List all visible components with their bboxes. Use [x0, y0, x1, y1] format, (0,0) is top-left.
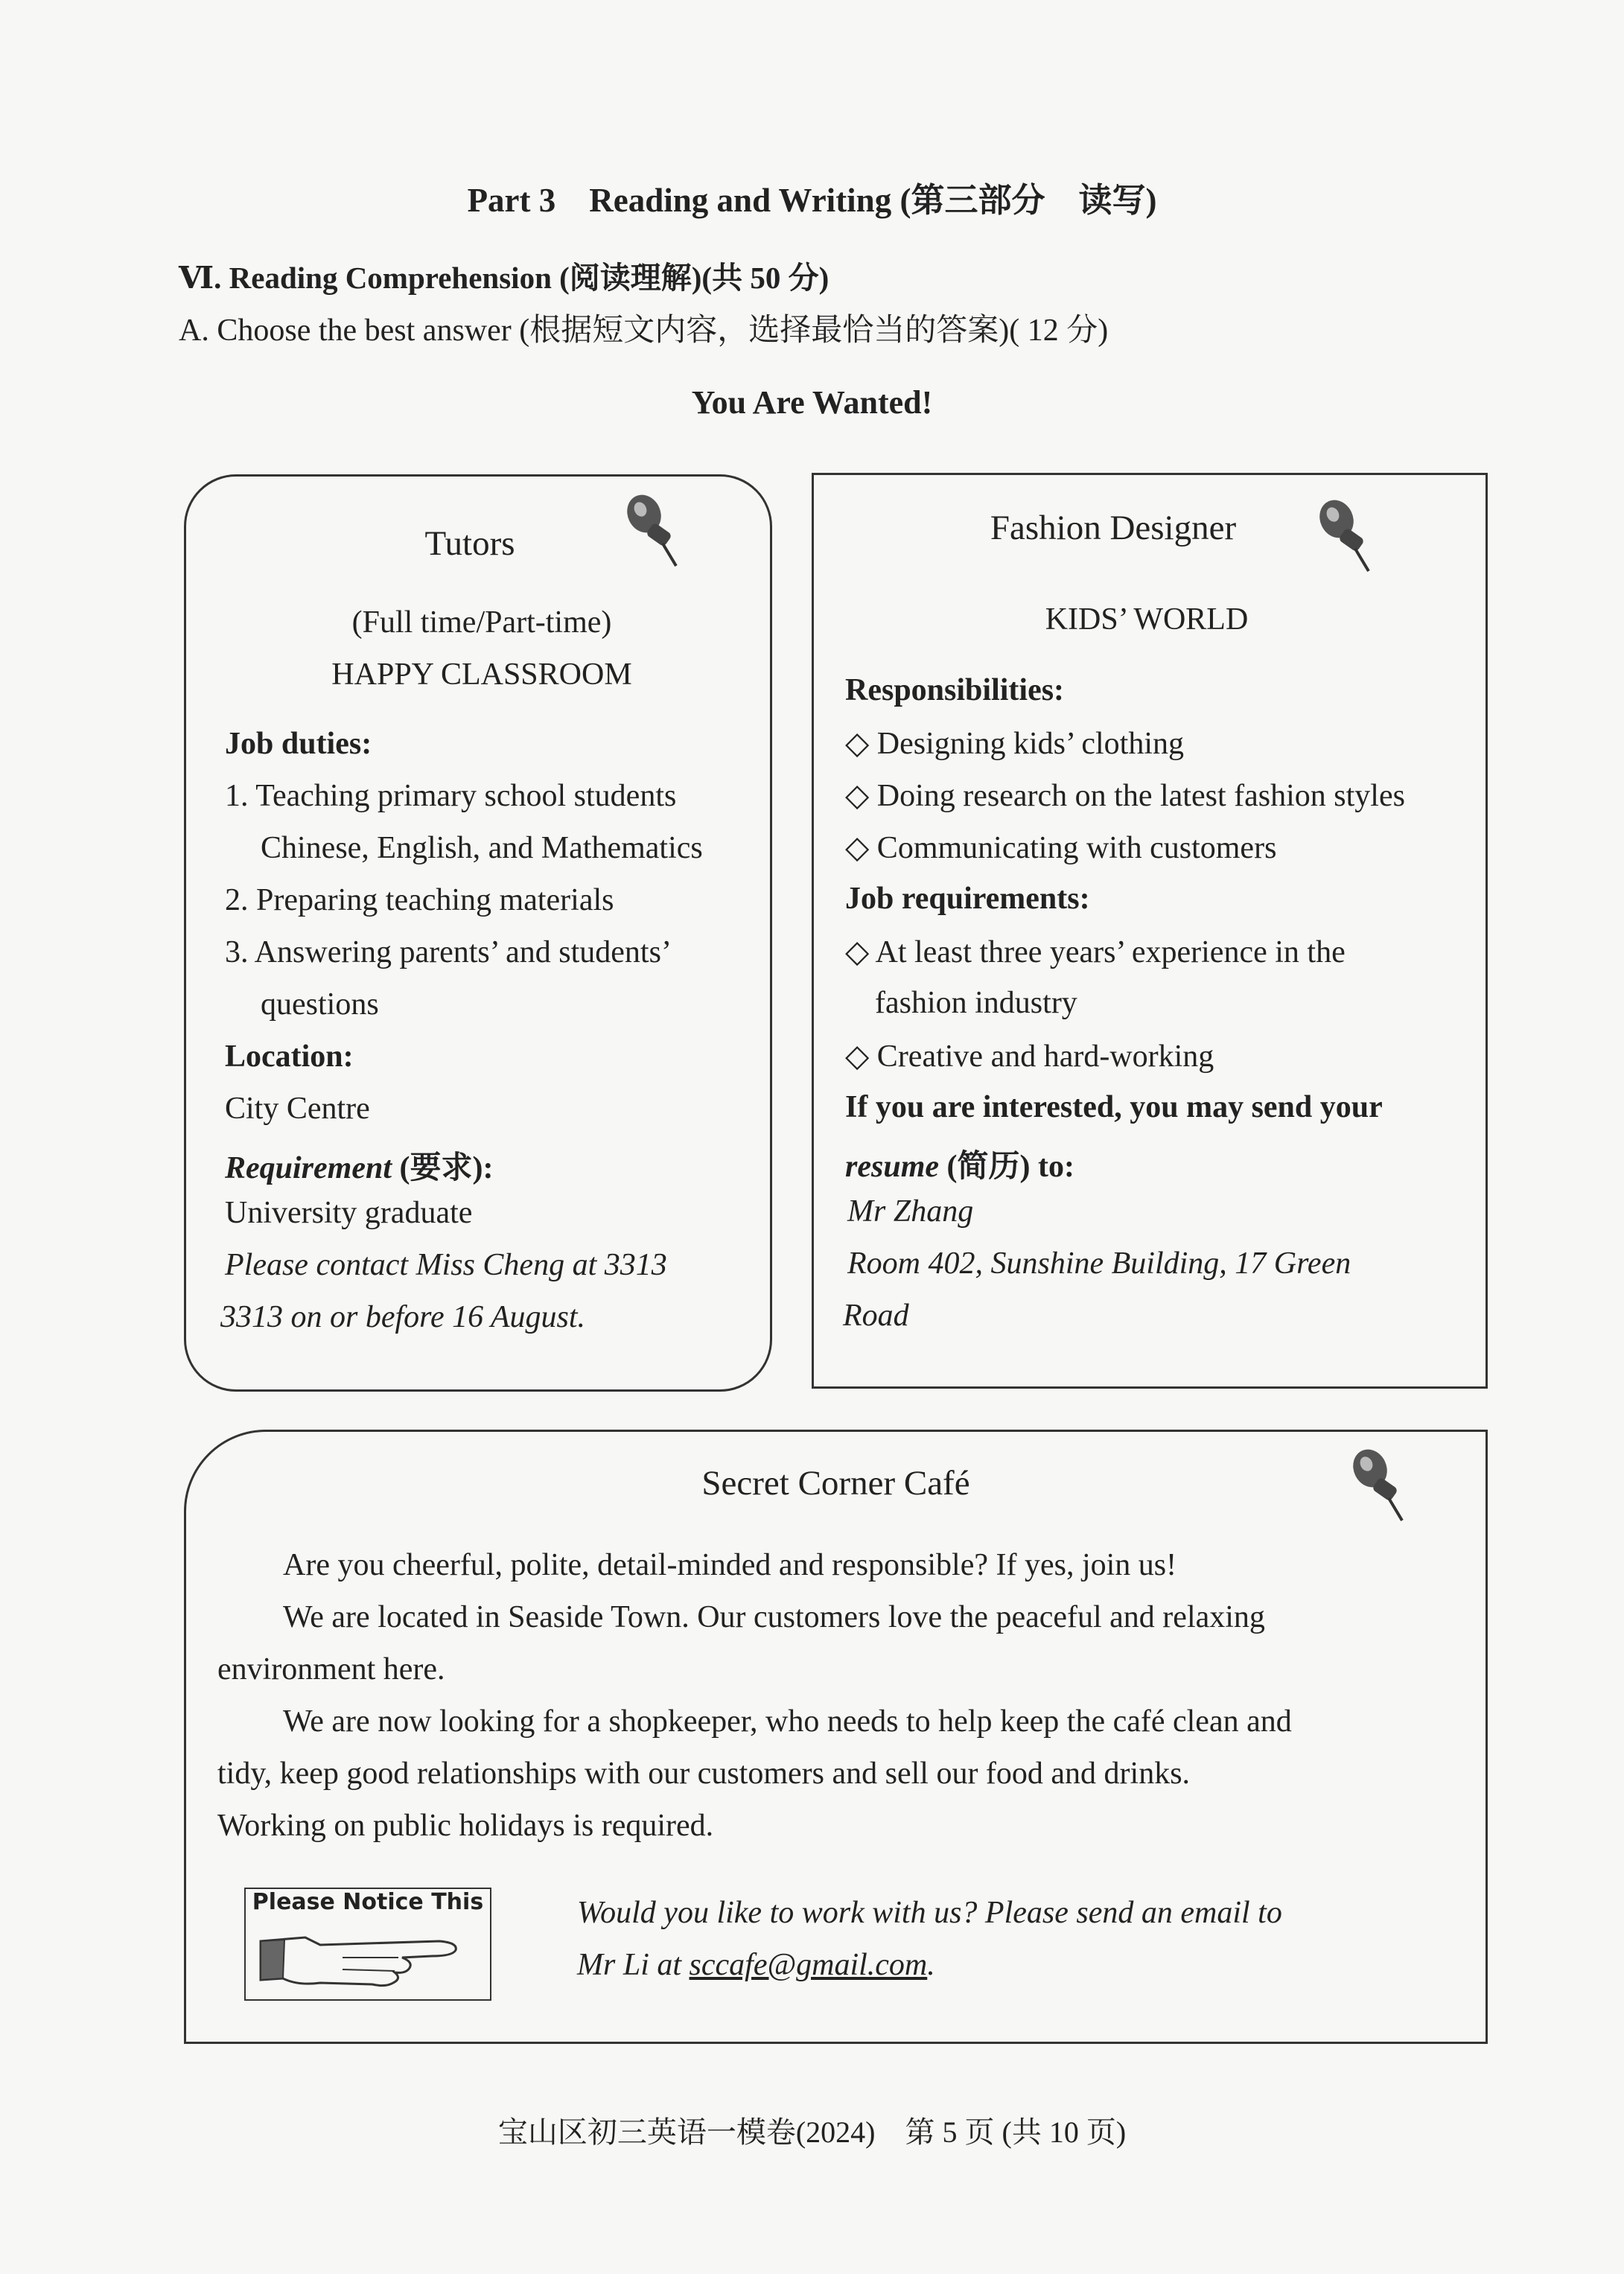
notice-label: Please Notice This — [252, 1889, 484, 1915]
cafe-paragraph-2-line-1: We are located in Seaside Town. Our customers love the peaceful and relaxing — [283, 1600, 1265, 1634]
duty-3-line-1: 3. Answering parents’ and students’ — [225, 935, 672, 969]
tutors-org: HAPPY CLASSROOM — [331, 657, 632, 692]
location-label: Location: — [225, 1039, 354, 1074]
pointing-hand-icon — [253, 1919, 480, 1993]
job-requirements-label: Job requirements: — [845, 882, 1090, 916]
cafe-contact-line-2 — [577, 1947, 935, 1983]
send-instruction-line-1: If you are interested, you may send your — [845, 1090, 1383, 1124]
requirement-1-line-1: ◇ At least three years’ experience in the — [845, 935, 1346, 969]
cafe-contact-prefix: Mr Li at — [577, 1948, 690, 1982]
responsibility-1: ◇ Designing kids’ clothing — [845, 727, 1184, 761]
tutors-contact-line-2: 3313 on or before 16 August. — [220, 1300, 585, 1334]
cafe-contact-suffix: . — [927, 1948, 935, 1982]
requirement-value: University graduate — [225, 1196, 473, 1230]
requirement-label — [225, 1143, 493, 1188]
requirement-2: ◇ Creative and hard-working — [845, 1039, 1214, 1074]
responsibilities-label: Responsibilities: — [845, 673, 1065, 707]
cafe-paragraph-3-line-3: Working on public holidays is required. — [217, 1809, 714, 1843]
tutors-title: Tutors — [424, 524, 515, 563]
location-value: City Centre — [225, 1092, 370, 1126]
responsibility-3: ◇ Communicating with customers — [845, 831, 1277, 865]
resume-word: resume — [845, 1150, 939, 1184]
job-duties-label: Job duties: — [225, 727, 372, 761]
duty-3-line-2: questions — [261, 987, 379, 1022]
instruction-text: A. Choose the best answer (根据短文内容，选择最恰当的答案)( 12 分) — [179, 313, 1109, 348]
notice-sign — [244, 1888, 491, 2001]
tutors-contact-line-1: Please contact Miss Cheng at 3313 — [225, 1248, 667, 1282]
cafe-paragraph-2-line-2: environment here. — [217, 1652, 445, 1687]
duty-2: 2. Preparing teaching materials — [225, 883, 614, 917]
fashion-title: Fashion Designer — [990, 509, 1237, 547]
section-title: Ⅵ. Reading Comprehension (阅读理解)(共 50 分) — [179, 261, 829, 295]
cafe-paragraph-3-line-2: tidy, keep good relationships with our customers and sell our food and drinks. — [217, 1757, 1191, 1791]
requirement-label-cn: (要求): — [392, 1151, 494, 1185]
contact-name: Mr Zhang — [847, 1194, 974, 1229]
passage-title: You Are Wanted! — [691, 384, 933, 421]
page-footer: 宝山区初三英语一模卷(2024) 第 5 页 (共 10 页) — [497, 2115, 1127, 2149]
send-instruction-line-2 — [845, 1141, 1074, 1186]
duty-1-line-1: 1. Teaching primary school students — [225, 779, 677, 813]
address-line-1: Room 402, Sunshine Building, 17 Green — [847, 1246, 1351, 1281]
cafe-contact-line-1: Would you like to work with us? Please send an email to — [577, 1896, 1282, 1930]
cafe-paragraph-3-line-1: We are now looking for a shopkeeper, who needs to help keep the café clean and — [283, 1704, 1292, 1739]
address-line-2: Road — [843, 1299, 909, 1333]
requirement-1-line-2: fashion industry — [875, 986, 1077, 1020]
resume-rest: (简历) to: — [939, 1150, 1074, 1184]
part-title: Part 3 Reading and Writing (第三部分 读写) — [467, 182, 1157, 219]
tutors-time: (Full time/Part-time) — [351, 605, 612, 640]
fashion-org: KIDS’ WORLD — [1045, 602, 1249, 637]
cafe-title: Secret Corner Café — [701, 1464, 970, 1503]
responsibility-2: ◇ Doing research on the latest fashion styles — [845, 779, 1405, 813]
requirement-label-word: Requirement — [225, 1151, 392, 1185]
email-link[interactable]: sccafe@gmail.com — [689, 1948, 928, 1982]
duty-1-line-2: Chinese, English, and Mathematics — [261, 831, 703, 865]
cafe-paragraph-1: Are you cheerful, polite, detail-minded and responsible? If yes, join us! — [283, 1548, 1177, 1582]
